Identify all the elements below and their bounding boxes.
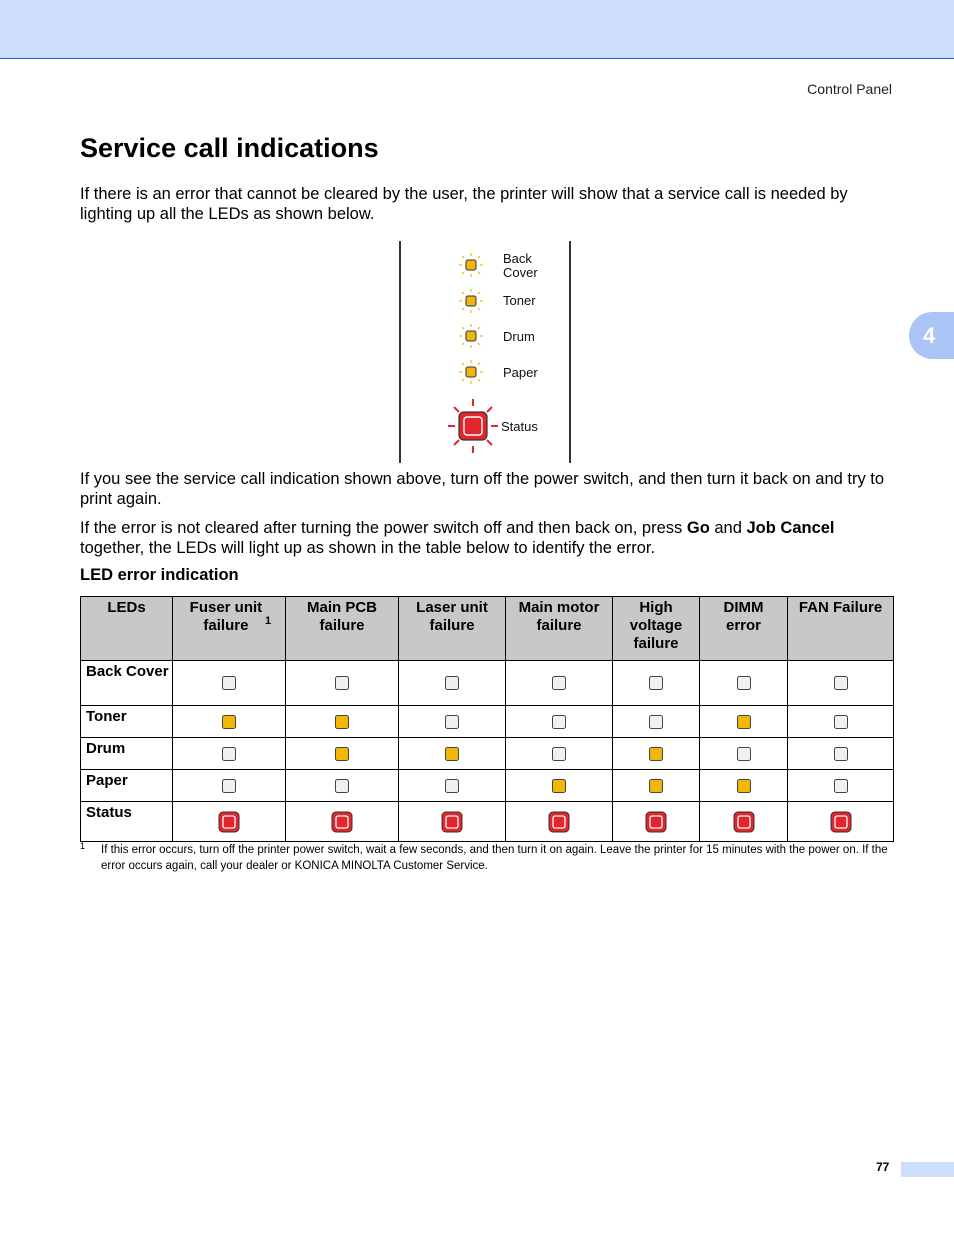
led-cell (173, 738, 286, 770)
status-label: Status (501, 419, 538, 434)
led-on-icon (648, 746, 664, 762)
status-led-red-icon (330, 810, 354, 834)
led-cell (788, 738, 894, 770)
led-cell (399, 738, 506, 770)
row-label: Paper (81, 770, 173, 802)
col-header-fan (788, 597, 894, 661)
led-cell (173, 661, 286, 706)
drum-led-icon (459, 324, 483, 348)
led-on-icon (648, 778, 664, 794)
status-led-red-icon (829, 810, 853, 834)
led-cell (506, 802, 613, 842)
led-off-icon (444, 778, 460, 794)
led-cell (173, 802, 286, 842)
led-off-icon (736, 675, 752, 691)
page-number: 77 (876, 1160, 890, 1174)
paragraph-power-cycle: If you see the service call indication shown above, turn off the power switch, and then turn it back on and try to print again. (80, 470, 885, 508)
toner-led-icon (459, 289, 483, 313)
paper-label: Paper (503, 365, 538, 380)
status-led-icon (446, 398, 500, 454)
status-led-red-icon (547, 810, 571, 834)
col-header-label: Main PCB failure (306, 599, 377, 634)
toner-label: Toner (503, 293, 536, 308)
led-cell (506, 770, 613, 802)
led-cell (700, 706, 788, 738)
led-error-table (80, 596, 894, 842)
led-cell (613, 770, 700, 802)
led-cell (286, 738, 399, 770)
led-off-icon (334, 778, 350, 794)
led-on-icon (334, 746, 350, 762)
led-cell (506, 661, 613, 706)
back-cover-led-icon (459, 253, 483, 277)
row-label: Toner (81, 706, 173, 738)
para3-and: and (709, 519, 747, 537)
led-off-icon (551, 714, 567, 730)
paper-led-icon (459, 360, 483, 384)
table-heading: LED error indication (80, 566, 239, 584)
led-on-icon (334, 714, 350, 730)
table-row-status (81, 802, 894, 842)
para3-text-end: together, the LEDs will light up as shown in the table below to identify the error. (80, 539, 656, 557)
led-off-icon (833, 746, 849, 762)
led-on-icon (736, 714, 752, 730)
led-off-icon (736, 746, 752, 762)
col-header-label: Fuser unit failure (189, 599, 263, 634)
led-off-icon (221, 675, 237, 691)
col-header-high-voltage (613, 597, 700, 661)
led-cell (700, 661, 788, 706)
footnote-ref[interactable]: 1 (264, 615, 272, 627)
led-cell (788, 661, 894, 706)
led-cell (613, 802, 700, 842)
col-header-label: DIMM error (723, 599, 764, 634)
col-header-main-pcb (286, 597, 399, 661)
led-off-icon (648, 714, 664, 730)
led-off-icon (551, 746, 567, 762)
led-on-icon (736, 778, 752, 794)
chapter-tab[interactable]: 4 (909, 312, 954, 359)
led-cell (399, 802, 506, 842)
footnote-number: 1 (80, 841, 86, 851)
col-header-laser (399, 597, 506, 661)
section-title: Control Panel (807, 81, 892, 97)
intro-paragraph: If there is an error that cannot be cleared by the user, the printer will show that a service call is needed by lighting up all the LEDs as shown below. (80, 185, 848, 223)
status-led-red-icon (217, 810, 241, 834)
table-row-drum (81, 738, 894, 770)
status-led-red-icon (440, 810, 464, 834)
led-cell (700, 770, 788, 802)
led-off-icon (551, 675, 567, 691)
footer-band (901, 1162, 954, 1177)
led-cell (173, 706, 286, 738)
led-cell (399, 706, 506, 738)
led-off-icon (833, 675, 849, 691)
col-header-label: Main motor failure (518, 599, 600, 634)
led-on-icon (221, 714, 237, 730)
led-off-icon (444, 675, 460, 691)
led-cell (286, 770, 399, 802)
job-cancel-key-label: Job Cancel (746, 519, 835, 537)
drum-label: Drum (503, 329, 535, 344)
table-row-back-cover (81, 661, 894, 706)
led-cell (286, 661, 399, 706)
col-header-label: High voltage failure (629, 599, 683, 652)
footnote (80, 842, 895, 874)
led-cell (788, 770, 894, 802)
row-label: Back Cover (81, 661, 173, 706)
led-cell (506, 706, 613, 738)
col-header-leds: LEDs (81, 597, 173, 661)
led-cell (399, 770, 506, 802)
page-title: Service call indications (80, 133, 379, 163)
led-cell (506, 738, 613, 770)
col-header-main-motor (506, 597, 613, 661)
table-header-row (81, 597, 894, 661)
led-cell (788, 706, 894, 738)
status-led-red-icon (732, 810, 756, 834)
led-off-icon (833, 714, 849, 730)
led-cell (700, 802, 788, 842)
status-led-red-icon (644, 810, 668, 834)
led-figure (399, 241, 571, 463)
led-cell (399, 661, 506, 706)
table-row-toner (81, 706, 894, 738)
col-header-label: FAN Failure (798, 599, 883, 616)
col-header-label: Laser unit failure (416, 599, 488, 634)
para3-text: If the error is not cleared after turning the power switch off and then back on, press (80, 519, 687, 537)
led-off-icon (648, 675, 664, 691)
led-cell (788, 802, 894, 842)
col-header-fuser (173, 597, 286, 661)
led-cell (173, 770, 286, 802)
led-cell (286, 802, 399, 842)
go-key-label: Go (686, 519, 710, 537)
back-cover-label: Back Cover (503, 251, 538, 280)
paragraph-go-job-cancel (80, 518, 895, 558)
led-off-icon (444, 714, 460, 730)
row-label: Drum (81, 738, 173, 770)
led-off-icon (221, 778, 237, 794)
col-header-dimm (700, 597, 788, 661)
led-cell (700, 738, 788, 770)
led-cell (613, 706, 700, 738)
led-cell (613, 661, 700, 706)
led-cell (613, 738, 700, 770)
row-label: Status (81, 802, 173, 842)
led-on-icon (551, 778, 567, 794)
footnote-text: If this error occurs, turn off the printer power switch, wait a few seconds, and then turn it on again. Leave the printer for 15 minutes with the power on. If the error occurs again, call your dealer or KONICA MINOLTA Customer Service. (101, 844, 888, 872)
led-off-icon (833, 778, 849, 794)
led-off-icon (334, 675, 350, 691)
table-row-paper (81, 770, 894, 802)
led-off-icon (221, 746, 237, 762)
header-band (0, 0, 954, 59)
led-cell (286, 706, 399, 738)
led-on-icon (444, 746, 460, 762)
